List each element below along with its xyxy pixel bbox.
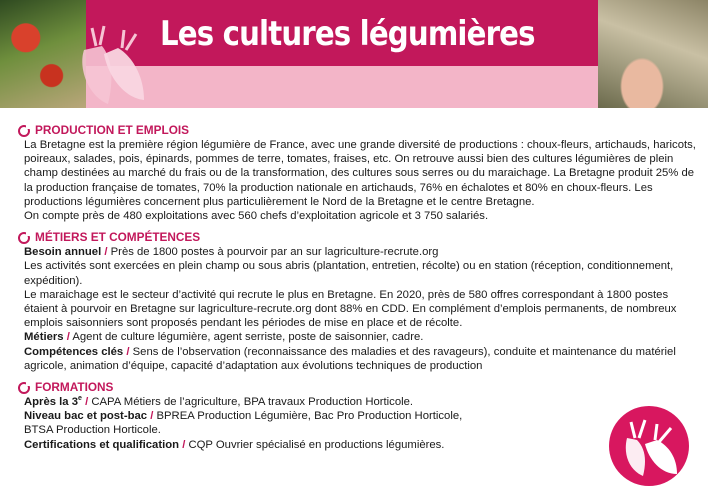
content-area <box>24 123 696 452</box>
niveau-line-2: BTSA Production Horticole. <box>24 424 161 437</box>
section-heading-text: FORMATIONS <box>35 380 114 395</box>
header-band-light <box>86 66 598 108</box>
apres-label-sup: e <box>78 395 82 403</box>
separator: / <box>104 246 108 259</box>
ring-icon <box>18 232 30 244</box>
separator: / <box>150 410 154 423</box>
certif-text: CQP Ouvrier spécialisé en productions légumières. <box>188 438 445 451</box>
page-header <box>0 0 708 108</box>
production-count: On compte près de 480 exploitations avec 560 chefs d’exploitation agricole et 3 750 salariés. <box>24 210 489 223</box>
certif-label: Certifications et qualification <box>24 438 180 451</box>
page-title: Les cultures légumières <box>160 14 535 54</box>
section-formations <box>24 380 696 452</box>
section-heading <box>18 380 696 395</box>
separator: / <box>85 396 89 409</box>
ring-icon <box>18 125 30 137</box>
section-heading-text: PRODUCTION ET EMPLOIS <box>35 123 190 137</box>
apres-label-main: Après la 3 <box>24 396 79 409</box>
section-production <box>24 123 696 223</box>
metiers-text: Agent de culture légumière, agent serriste, poste de saisonnier, cadre. <box>72 331 424 344</box>
separator: / <box>66 331 70 344</box>
apres-label <box>24 396 82 408</box>
section-heading-text: MÉTIERS ET COMPÉTENCES <box>35 230 201 245</box>
field-photo <box>598 0 708 108</box>
separator: / <box>182 438 186 451</box>
niveau-text: BPREA Production Légumière, Bac Pro Production Horticole, <box>156 410 463 423</box>
production-paragraph: La Bretagne est la première région légumière de France, avec une grande diversité de productions : choux-fleurs, artichauds, haricots, poireaux, salades, pois, épinards, pommes de terre, tomates, fraises, etc. On retrouve aussi bien des cultures légumières de plein champ destinées au marché du frais ou de la transformation, des cultures sous serres ou du maraichage. La Bretagne produit 25% de la production française de tomates, 70% la production nationale en artichauds, 76% en échalotes et 80% en choux-fleurs. Les productions légumières concernent plus particulièrement le Nord de la Bretagne et le centre Bretagne. <box>24 139 696 208</box>
niveau-label: Niveau bac et post-bac <box>24 410 148 423</box>
besoin-text: Près de 1800 postes à pourvoir par an sur lagriculture-recrute.org <box>110 246 439 259</box>
activites-paragraph: Les activités sont exercées en plein champ ou sous abris (plantation, entretien, récolte) ou en station (réception, conditionnement, expédition). <box>24 260 674 287</box>
besoin-label: Besoin annuel <box>24 246 102 259</box>
carrot-icon <box>74 10 158 108</box>
apres-text: CAPA Métiers de l’agriculture, BPA travaux Production Horticole. <box>91 396 414 409</box>
section-metiers <box>24 230 696 373</box>
besoin-line <box>24 245 696 259</box>
competences-line <box>24 345 696 373</box>
section-heading <box>18 123 696 138</box>
ring-icon <box>18 382 30 394</box>
metiers-label: Métiers <box>24 331 64 344</box>
maraichage-paragraph: Le maraichage est le secteur d’activité qui recrute le plus en Bretagne. En 2020, près de 580 offres correspondant à 1800 postes étaient à pourvoir en Bretagne sur lagriculture-recrute.org dont 88% en CDD. En complément d’emplois permanents, de nombreux emplois saisonniers sont proposés pendant les périodes de mise en place et de récolte. <box>24 288 677 330</box>
niveau-line <box>24 409 696 423</box>
competences-label: Compétences clés <box>24 345 124 358</box>
carrot-icon <box>605 398 699 488</box>
section-heading <box>18 230 696 245</box>
separator: / <box>126 345 130 358</box>
competences-text: Sens de l’observation (reconnaissance des maladies et des ravageurs), conduite et maintenance du matériel agricole, animation d’équipe, capacité d’adaptation aux évolutions techniques de production <box>24 345 676 372</box>
certif-line <box>24 438 696 452</box>
apres-line <box>24 395 696 409</box>
metiers-line <box>24 330 696 344</box>
